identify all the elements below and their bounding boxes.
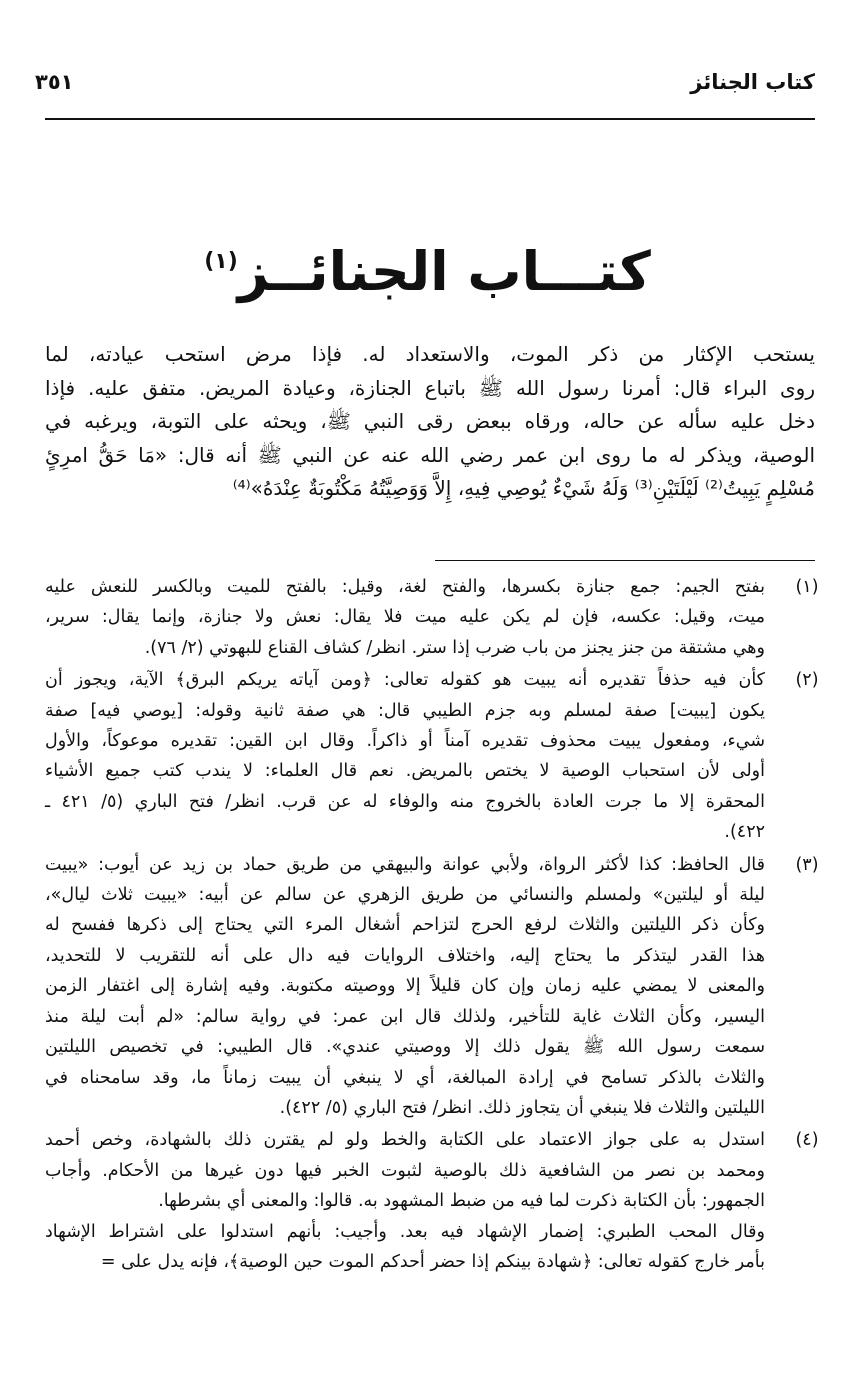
footnote-line: وهي مشتقة من جنز يجنز من باب ضرب إذا ستر. انظر/ كشاف القناع للبهوتي (٢/ ٧٦). [144, 637, 765, 658]
footnote-line: المحقرة إلا ما جرت العادة بالخروج منه والوفاء له عن قرب. انظر/ فتح الباري (٥/ ٤٢١ ـ [45, 791, 765, 812]
footnote-line: بفتح الجيم: جمع جنازة بكسرها، والفتح لغة، وقيل: بالفتح للميت وبالكسر للنعش عليه [45, 577, 765, 597]
footnote-1 [45, 572, 827, 663]
footnote-number: (٢) [795, 670, 819, 691]
footnote-line: الليلتين والثلاث فلا ينبغي أن يتجاوز ذلك. انظر/ فتح الباري (٥/ ٤٢٢). [279, 1097, 765, 1118]
body-line: يستحب الإكثار من ذكر الموت، والاستعداد له. فإذا مرض استحب عيادته، لما [45, 342, 815, 366]
footnote-line: ليلة أو ليلتين» ولمسلم والنسائي من طريق الزهري عن سالم عن أبيه: «يبيت ثلاث ليال»، [45, 885, 765, 906]
body-line: روى البراء قال: أمرنا رسول الله ﷺ باتباع الجنازة، وعيادة المريض. متفق عليه. فإذا [45, 375, 815, 400]
page-number: ٣٥١ [35, 70, 74, 94]
footnote-3 [45, 850, 827, 1124]
footnote-line: الجمهور: بأن الكتابة ذكرت لما فيه من ضبط المشهود به. قالوا: والمعنى أي بشرطها. [158, 1191, 765, 1212]
footnote-line: والمعنى لا يمضي عليه زمان وإن كان قليلاً إلا ووصيته مكتوبة. وفيه إشارة إلى اغتفار الزمن [45, 976, 765, 997]
footnote-number: (٣) [795, 854, 819, 875]
footnote-number: (٤) [795, 1130, 819, 1151]
footnote-line: وكأن ذكر الليلتين والثلاث لرفع الحرج لتزاحم أشغال المرء التي يحتاج إلى ذكرها ففسح له [45, 915, 765, 936]
body-line: دخل عليه سأله عن حاله، ورقاه ببعض رقى النبي ﷺ، ويحثه على التوبة، ويرغبه في [45, 409, 815, 433]
footnote-line: والثلاث بالذكر تسامح في إرادة المبالغة، أي لا ينبغي أن يبيت زماناً ما، وقد سامحناه في [45, 1067, 765, 1088]
body-line: الوصية، ويذكر له ما روى ابن عمر رضي الله عنه عن النبي ﷺ أنه قال: «مَا حَقُّ امرِئٍ [45, 442, 815, 467]
footnote-separator [435, 560, 815, 561]
running-header [35, 70, 815, 104]
chapter-footnote-ref: (١) [204, 249, 238, 274]
footnote-line: ومحمد بن نصر من الشافعية ذلك بالوصية لثبوت الخبر فيها دون غيرها من الأحكام. وأجاب [45, 1160, 765, 1181]
footnote-line: شيء، ومفعول يبيت محذوف تقديره آمناً أو ذاكراً. وقال ابن القين: تقديره موعوكاً، والأول [45, 731, 765, 752]
footnote-line: سمعت رسول الله ﷺ يقول ذلك إلا ووصيتي عندي». قال الطيبي: في تخصيص الليلتين [45, 1037, 765, 1058]
footnote-line: بأمر خارج كقوله تعالى: ﴿شهادة بينكم إذا حضر أحدكم الموت حين الوصية﴾، فإنه يدل على = [100, 1251, 765, 1272]
header-rule [45, 118, 815, 120]
chapter-title-text: كتـــاب الجنائــز [237, 240, 651, 303]
footnote-line: يكون [يبيت] صفة لمسلم وبه جزم الطيبي قال: هي صفة ثانية وقوله: [يوصي فيه] صفة [45, 700, 765, 721]
footnote-line: ميت، وقيل: عكسه، فإن لم يكن عليه ميت فلا يقال: نعش ولا جنازة، وإنما يقال: سرير، [45, 607, 765, 628]
footnote-line: اليسير، وكأن الثلاث غاية للتأخير، ولذلك قال ابن عمر: في رواية سالم: «لم أبت ليلة منذ [45, 1006, 765, 1027]
footnote-4 [45, 1125, 827, 1277]
footnote-number: (١) [795, 577, 819, 597]
footnote-line: ٤٢٢). [724, 822, 765, 843]
footnote-line: وقال المحب الطبري: إضمار الإشهاد فيه بعد. وأجيب: بأنهم استدلوا على اشتراط الإشهاد [45, 1221, 765, 1242]
footnote-line: استدل به على جواز الاعتماد على الكتابة والخط ولو لم يقترن ذلك بالشهادة، وخص أحمد [45, 1130, 765, 1151]
body-line: مُسْلِمٍ يَبِيتُ⁽²⁾ لَيْلَتَيْنِ⁽³⁾ وَلَهُ شَيْءٌ يُوصِي فِيهِ، إِلاَّ وَوَصِيَّتُهُ مَكْتُوبَةٌ عِنْدَهُ»⁽⁴⁾ [232, 476, 815, 500]
footnote-line: هذا القدر ليتذكر ما يحتاج إليه، واختلاف الروايات فيه دال على أنه للتقريب لا للتحديد، [45, 945, 765, 966]
chapter-title [0, 240, 855, 303]
footnotes [45, 572, 827, 1279]
main-text [45, 338, 815, 506]
running-title: كتاب الجنائز [690, 70, 815, 94]
footnote-line: أولى لأن استحباب الوصية لا يختص بالمريض. نعم قال العلماء: لا يندب كتب جميع الأشياء [45, 761, 765, 782]
footnote-2 [45, 665, 827, 847]
footnote-line: قال الحافظ: كذا لأكثر الرواة، ولأبي عوانة والبيهقي من طريق حماد بن زيد عن أيوب: «يبيت [45, 854, 765, 875]
footnote-line: كأن فيه حذفاً تقديره أنه يبيت هو كقوله تعالى: ﴿ومن آياته يريكم البرق﴾ الآية، ويجوز أن [45, 670, 765, 691]
